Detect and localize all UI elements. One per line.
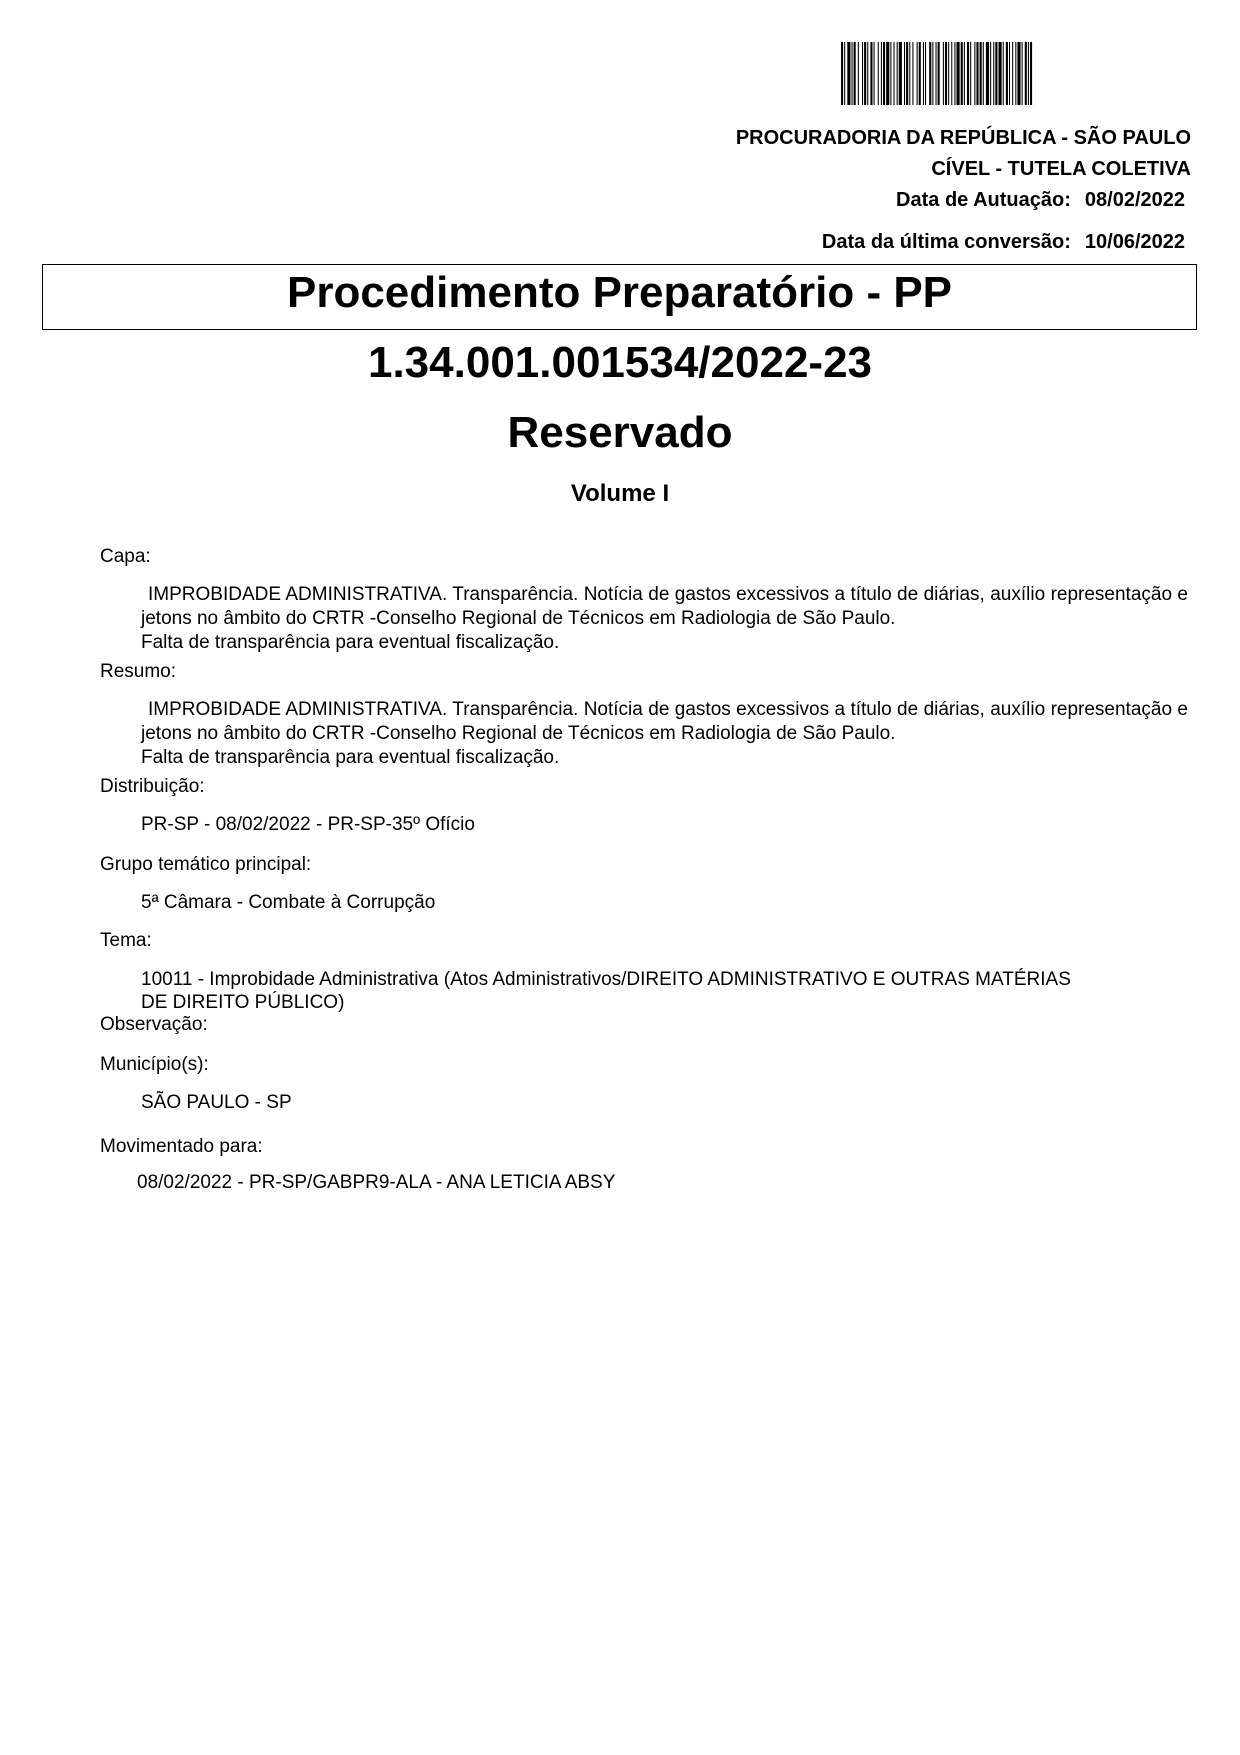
- volume: Volume I: [570, 480, 670, 507]
- conversion-date-label: Data da última conversão:: [821, 231, 1071, 253]
- area-name: CÍVEL - TUTELA COLETIVA: [931, 158, 1191, 180]
- distribuicao-label: Distribuição:: [100, 776, 205, 797]
- capa-line-1: IMPROBIDADE ADMINISTRATIVA. Transparência. Notícia de gastos excessivos a título de diárias, auxílio: [148, 584, 1046, 605]
- actuation-date-value: 08/02/2022: [1084, 189, 1185, 211]
- capa-line-3: Falta de transparência para eventual fiscalização.: [141, 632, 560, 653]
- capa-label: Capa:: [100, 546, 151, 567]
- barcode: [841, 42, 1191, 105]
- municipios-value: SÃO PAULO - SP: [141, 1092, 292, 1113]
- capa-text: [141, 583, 1188, 655]
- movimentado-value: 08/02/2022 - PR-SP/GABPR9-ALA - ANA LETICIA ABSY: [137, 1172, 616, 1193]
- conversion-date-value: 10/06/2022: [1084, 231, 1185, 253]
- municipios-label: Município(s):: [100, 1054, 209, 1075]
- resumo-line-1: IMPROBIDADE ADMINISTRATIVA. Transparência. Notícia de gastos excessivos a título de diárias, auxílio: [148, 699, 1046, 720]
- capa-line-2: representação e jetons no âmbito do CRTR -Conselho Regional de Técnicos em Radiologia de São Paulo.: [141, 584, 1188, 629]
- distribuicao-value: PR-SP - 08/02/2022 - PR-SP-35º Ofício: [141, 814, 475, 835]
- title-box: [42, 264, 1197, 330]
- observacao-label: Observação:: [100, 1014, 208, 1035]
- tema-text: [141, 968, 1188, 1014]
- movimentado-label: Movimentado para:: [100, 1136, 263, 1157]
- grupo-tematico-value: 5ª Câmara - Combate à Corrupção: [141, 892, 436, 913]
- resumo-line-2: representação e jetons no âmbito do CRTR -Conselho Regional de Técnicos em Radiologia de São Paulo.: [141, 699, 1188, 744]
- tema-label: Tema:: [100, 930, 152, 951]
- resumo-line-3: Falta de transparência para eventual fiscalização.: [141, 747, 560, 768]
- resumo-label: Resumo:: [100, 661, 177, 682]
- classification: Reservado: [507, 408, 733, 457]
- tema-line-1: 10011 - Improbidade Administrativa (Atos Administrativos/DIREITO ADMINISTRATIVO E OUTRAS MATÉRIAS: [141, 969, 1071, 990]
- actuation-date-label: Data de Autuação:: [896, 189, 1071, 211]
- procedure-number: 1.34.001.001534/2022-23: [367, 338, 873, 387]
- actuation-date-row: [896, 189, 1185, 212]
- document-title: Procedimento Preparatório - PP: [286, 268, 953, 317]
- resumo-text: [141, 698, 1188, 770]
- grupo-tematico-label: Grupo temático principal:: [100, 854, 312, 875]
- organization-name: PROCURADORIA DA REPÚBLICA - SÃO PAULO: [735, 127, 1191, 149]
- conversion-date-row: [822, 231, 1185, 254]
- tema-line-2: DE DIREITO PÚBLICO): [141, 992, 345, 1013]
